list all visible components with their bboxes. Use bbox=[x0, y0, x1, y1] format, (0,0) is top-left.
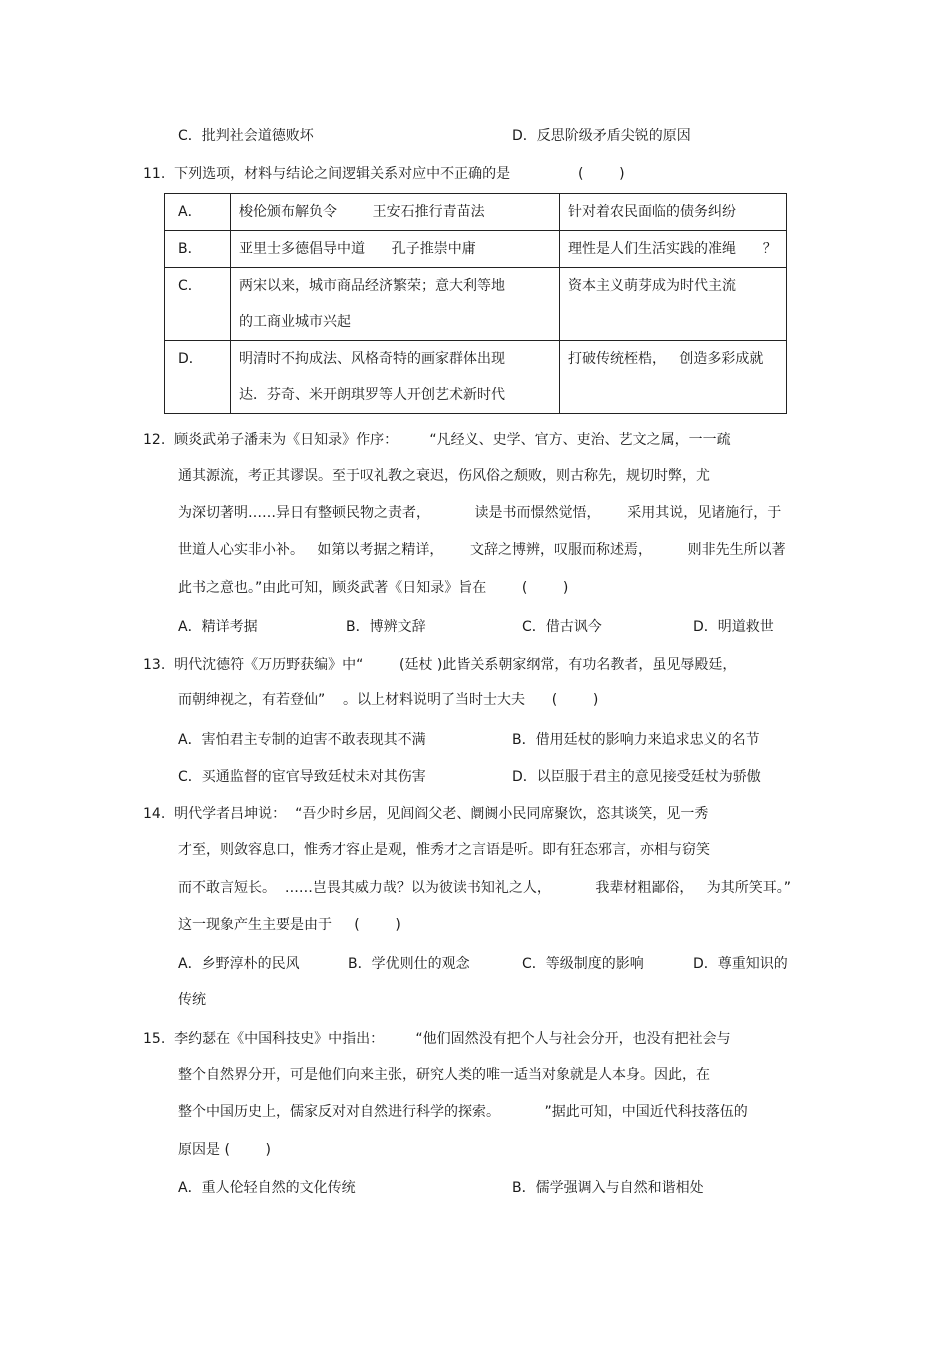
q11-material-line: 达．芬奇、米开朗琪罗等人开创艺术新时代 bbox=[239, 387, 505, 403]
q11-material-line: 明清时不拘成法、风格奇特的画家群体出现 bbox=[239, 351, 505, 367]
q11-row-label: D． bbox=[165, 341, 231, 414]
q14-option-wrap: 传统 bbox=[178, 992, 206, 1008]
q11-row-a bbox=[165, 194, 787, 231]
q14-option-b: B．学优则仕的观念 bbox=[348, 956, 470, 972]
q12-line: 通其源流，考正其谬误。至于叹礼教之衰迟，伤风俗之颓败，则古称先，规切时弊，尤 bbox=[178, 468, 710, 484]
q11-row-d bbox=[165, 341, 787, 414]
q11-stem: 11. 下列选项，材料与结论之间逻辑关系对应中不正确的是 bbox=[143, 166, 511, 182]
q12-option-b: B．博辨文辞 bbox=[346, 619, 426, 635]
q12-option-c: C．借古讽今 bbox=[522, 619, 602, 635]
q11-row-conclusion: 打破传统桎梏， 创造多彩成就 bbox=[560, 341, 787, 414]
q15-line: 原因是 ( ) bbox=[178, 1142, 271, 1158]
q12-line: 为深切著明……异日有整顿民物之责者， 读是书而憬然觉悟， 采用其说，见诸施行，于 bbox=[178, 505, 782, 521]
q11-material-line: 的工商业城市兴起 bbox=[239, 314, 351, 330]
q13-line: 13. 明代沈德符《万历野获编》中“ (廷杖 )此皆关系朝家纲常，有功名教者，虽见辱殿廷， bbox=[143, 657, 737, 673]
q14-line: 而不敢言短长。 ……岂畏其威力哉？以为彼读书知礼之人， 我辈材粗鄙俗， 为其所笑耳。” bbox=[178, 880, 792, 896]
q11-row-label: C． bbox=[165, 268, 231, 341]
q15-line: 整个自然界分开，可是他们向来主张，研究人类的唯一适当对象就是人本身。因此，在 bbox=[178, 1067, 710, 1083]
q11-row-label: B． bbox=[165, 231, 231, 268]
q11-row-conclusion: 针对着农民面临的债务纠纷 bbox=[560, 194, 787, 231]
q11-row-c bbox=[165, 268, 787, 341]
q15-option-a: A．重人伦轻自然的文化传统 bbox=[178, 1180, 356, 1196]
q11-row-material bbox=[231, 268, 560, 341]
q15-option-b: B．儒学强调入与自然和谐相处 bbox=[512, 1180, 704, 1196]
q11-answer-paren: ( ) bbox=[578, 166, 625, 182]
q14-line: 才至，则敛容息口，惟秀才容止是观，惟秀才之言语是听。即有狂态邪言，亦相与窃笑 bbox=[178, 842, 710, 858]
q12-line: 12. 顾炎武弟子潘耒为《日知录》作序： “凡经义、史学、官方、吏治、艺文之属，一一疏 bbox=[143, 432, 731, 448]
q15-line: 整个中国历史上，儒家反对对自然进行科学的探索。 ”据此可知，中国近代科技落伍的 bbox=[178, 1104, 748, 1120]
q13-option-d: D．以臣服于君主的意见接受廷杖为骄傲 bbox=[512, 769, 761, 785]
q12-line: 此书之意也。”由此可知，顾炎武著《日知录》旨在 ( ) bbox=[178, 580, 569, 596]
q13-option-b: B．借用廷杖的影响力来追求忠义的名节 bbox=[512, 732, 760, 748]
q12-option-d: D．明道救世 bbox=[693, 619, 774, 635]
q11-material-line: 两宋以来，城市商品经济繁荣；意大利等地 bbox=[239, 278, 505, 294]
q12-option-a: A．精详考据 bbox=[178, 619, 258, 635]
q14-line: 14. 明代学者吕坤说： “吾少时乡居，见闾阎父老、阛阓小民同席聚饮，恣其谈笑，见一秀 bbox=[143, 806, 709, 822]
q11-row-material bbox=[231, 341, 560, 414]
q15-line: 15. 李约瑟在《中国科技史》中指出： “他们固然没有把个人与社会分开，也没有把社会与 bbox=[143, 1031, 731, 1047]
q13-option-a: A．害怕君主专制的迫害不敢表现其不满 bbox=[178, 732, 426, 748]
q11-row-conclusion: 资本主义萌芽成为时代主流 bbox=[560, 268, 787, 341]
q12-line: 世道人心实非小补。 如第以考据之精详， 文辞之博辨，叹服而称述焉， 则非先生所以著 bbox=[178, 542, 786, 558]
q13-option-c: C．买通监督的宦官导致廷杖未对其伤害 bbox=[178, 769, 426, 785]
q10-option-d: D．反思阶级矛盾尖锐的原因 bbox=[512, 128, 691, 144]
q11-row-conclusion: 理性是人们生活实践的准绳 ？ bbox=[560, 231, 787, 268]
q14-option-d: D．尊重知识的 bbox=[693, 956, 788, 972]
q14-line: 这一现象产生主要是由于 ( ) bbox=[178, 917, 401, 933]
q11-row-material: 梭伦颁布解负令 王安石推行青苗法 bbox=[231, 194, 560, 231]
q11-table bbox=[164, 193, 787, 414]
q14-option-c: C．等级制度的影响 bbox=[522, 956, 644, 972]
q13-line: 而朝绅视之，有若登仙” 。以上材料说明了当时士大夫 ( ) bbox=[178, 692, 599, 708]
q11-row-b bbox=[165, 231, 787, 268]
q11-row-label: A． bbox=[165, 194, 231, 231]
q10-option-c: C．批判社会道德败坏 bbox=[178, 128, 314, 144]
q11-row-material: 亚里士多德倡导中道 孔子推崇中庸 bbox=[231, 231, 560, 268]
q14-option-a: A．乡野淳朴的民风 bbox=[178, 956, 300, 972]
